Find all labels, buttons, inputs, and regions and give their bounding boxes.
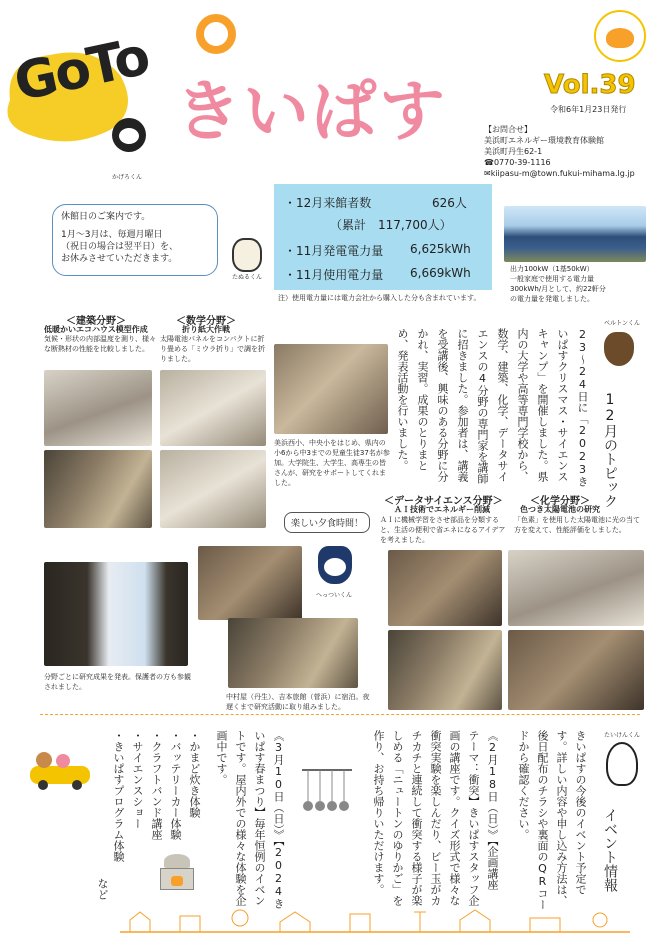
event-items-suffix: など [96, 878, 109, 900]
lodging-photo [228, 618, 358, 688]
solar-panel-photo [504, 206, 646, 262]
chemistry-photo-2 [508, 630, 644, 710]
event-item: ・かまど炊き体験 [188, 730, 201, 818]
data-science-photo-2 [388, 630, 502, 710]
logo-dot [196, 14, 236, 54]
stats-box [274, 184, 492, 290]
dinner-photo [198, 546, 302, 620]
data-science-title: ＜データサイエンス分野＞ [384, 496, 503, 507]
notice-line: 1月～3月は、毎週月曜日 [61, 230, 163, 240]
cumulative-visitors: （累計 117,700人） [330, 218, 452, 232]
usage-label: ・11月使用電力量 [284, 268, 384, 282]
belton-mascot-icon [604, 332, 634, 366]
event-item: ・クラフトバンド講座 [150, 730, 163, 840]
usage-value: 6,669kWh [410, 266, 471, 280]
town-skyline-decoration [120, 906, 630, 934]
logo-kiipasu: きいぱす [175, 73, 447, 150]
dinner-bubble: 楽しい夕食時間！ [284, 512, 370, 533]
feb-event-title: 【企画講座 テーマ：衝突】 [467, 730, 499, 901]
architecture-subtitle: 低暖かいエコハウス模型作成 [44, 325, 148, 334]
newtons-cradle-icon [298, 766, 356, 816]
solar-caption-line: の電力量を発電しました。 [510, 295, 594, 303]
notice-line: お休みさせていただきます。 [61, 254, 178, 264]
event-item: ・きいぱすプログラム体験 [112, 730, 125, 862]
mascot-label: たぬるくん [232, 274, 263, 281]
solar-caption-line: 300kWh/月として、約22軒分 [510, 285, 606, 293]
data-science-photo-1 [388, 550, 502, 626]
notice-line: （祝日の場合は翌平日）を、 [61, 242, 179, 252]
presentation-photo [44, 562, 188, 666]
chemistry-subtitle: 色つき太陽電池の研究 [520, 505, 600, 514]
chemistry-title: ＜化学分野＞ [530, 496, 590, 507]
presentation-caption: 分野ごとに研究成果を発表。保護者の方も参観されました。 [44, 673, 191, 691]
event-item: ・サイエンスショー [131, 730, 144, 829]
hettsui-mascot-icon [318, 546, 352, 584]
chemistry-caption: 「色素」を使用した太陽電池に光の当て方を変えて、性能評価をしました。 [514, 516, 640, 534]
events-title: イベント情報 [602, 808, 618, 892]
architecture-photo-1 [44, 370, 152, 446]
closure-notice [52, 204, 218, 276]
contact-block [484, 124, 635, 179]
kiipasu-emblem-icon [594, 10, 646, 62]
logo-goto: GoTo [9, 26, 154, 114]
architecture-title: ＜建築分野＞ [66, 316, 126, 327]
math-photo-1 [160, 370, 266, 446]
section-divider [40, 714, 640, 715]
contact-line: 美浜町エネルギー環境教育体験館 [484, 136, 604, 145]
mascot-label: たいけんくん [604, 732, 641, 739]
topic-body: 23～24日に「2023きいぱすクリスマス・サイエンスキャンプ」を開催しました。県内の大学や高等専門学校から、数学、建築、化学、データサイエンスの4分野の専門家を講師に招きました。参加者は、講義を受講後、興味のある分野に分かれ、実習。成果のとりまとめ、発表活動を行いました。 [396, 328, 589, 487]
math-caption: 太陽電池パネルをコンパクトに折り畳める「ミウラ折り」で調を折りました。 [160, 335, 265, 363]
math-photo-2 [160, 450, 266, 528]
event-item: ・バッテリーカー体験 [169, 730, 182, 840]
math-subtitle: 折り紙大作戦 [182, 325, 230, 334]
group-photo [274, 344, 388, 434]
chemistry-photo-1 [508, 550, 644, 626]
contact-phone: ☎0770-39-1116 [484, 158, 551, 167]
feb-event-date: 《2月18日（日）》 [486, 730, 499, 841]
solar-caption [510, 264, 650, 304]
data-science-subtitle: ＡＩ技術でエネルギー削減 [394, 505, 490, 514]
taiken-mascot-icon [606, 742, 638, 786]
architecture-photo-2 [44, 450, 152, 528]
mar-event-title: 【2024きいぱす春まつり】 [253, 730, 285, 909]
math-title: ＜数学分野＞ [176, 316, 236, 327]
mar-event [208, 730, 288, 910]
architecture-caption: 気候・形状の内部温度を測り、様々な断熱材の性能を比較しました。 [44, 335, 156, 353]
topic-title: 12月のトピック [602, 392, 618, 508]
mascot-label: かげろくん [112, 174, 143, 181]
events-intro: きいぱすの今後のイベント予定です。詳しい内容や申し込み方法は、後日配布のチラシや裏面のQRコードから確認ください。 [517, 730, 587, 910]
header [0, 0, 650, 200]
issue-date: 令和6年1月23日発行 [550, 105, 627, 114]
mascot-label: ベルトンくん [604, 320, 641, 327]
stats-note: 注）使用電力量には電力会社から購入した分も含まれています。 [278, 294, 481, 302]
kamado-icon [160, 852, 194, 892]
solar-caption-line: 出力100kW（1基50kW） [510, 265, 594, 273]
feb-event-body: きいぱすスタッフ企画の講座です。クイズ形式で様々な衝突実験を楽しんだり、ビー玉がカチカチと連続して衝突する様子が楽しめる「ニュートンのゆりかご」を作り、お持ち帰りいただけます。 [372, 730, 480, 906]
solar-caption-line: 一般家庭で使用する電力量 [510, 275, 594, 283]
lodging-caption: 中村屋（丹生）、吉本旅館（菅浜）に宿泊。夜遅くまで研究活動に取り組みました。 [226, 693, 370, 711]
contact-line: 美浜町丹生62-1 [484, 147, 543, 156]
group-caption: 美浜西小、中央小をはじめ、県内の小6から中3までの児童生徒37名が参加。大学院生、大学生、高専生の皆さんが、研究をサポートしてくれました。 [274, 439, 390, 487]
mar-event-date: 《3月10日（日）》 [272, 730, 285, 841]
tanuru-mascot-icon [232, 238, 262, 272]
feb-event [362, 730, 502, 910]
car-mascots-icon [30, 752, 90, 788]
notice-title: 休館日のご案内です。 [61, 212, 151, 222]
data-science-caption: ＡＩに機械学習をさせ部品を分類すると、生活の便利で省エネになるアイデアを考えました。 [380, 516, 506, 544]
mar-event-body: 毎年恒例のイベントです。屋内外での様々な体験を企画中です。 [215, 730, 266, 906]
contact-title: 【お問合せ】 [484, 125, 532, 134]
generation-value: 6,625kWh [410, 242, 471, 256]
volume-number: Vol.39 [544, 70, 636, 100]
mascot-label: へっついくん [316, 592, 353, 599]
contact-email[interactable]: ✉kiipasu-m@town.fukui-mihama.lg.jp [484, 169, 635, 178]
generation-label: ・11月発電電力量 [284, 244, 384, 258]
kageroku-mascot-icon [112, 118, 146, 152]
visitors-label: ・12月来館者数 [284, 196, 372, 210]
visitors-value: 626人 [432, 196, 467, 210]
